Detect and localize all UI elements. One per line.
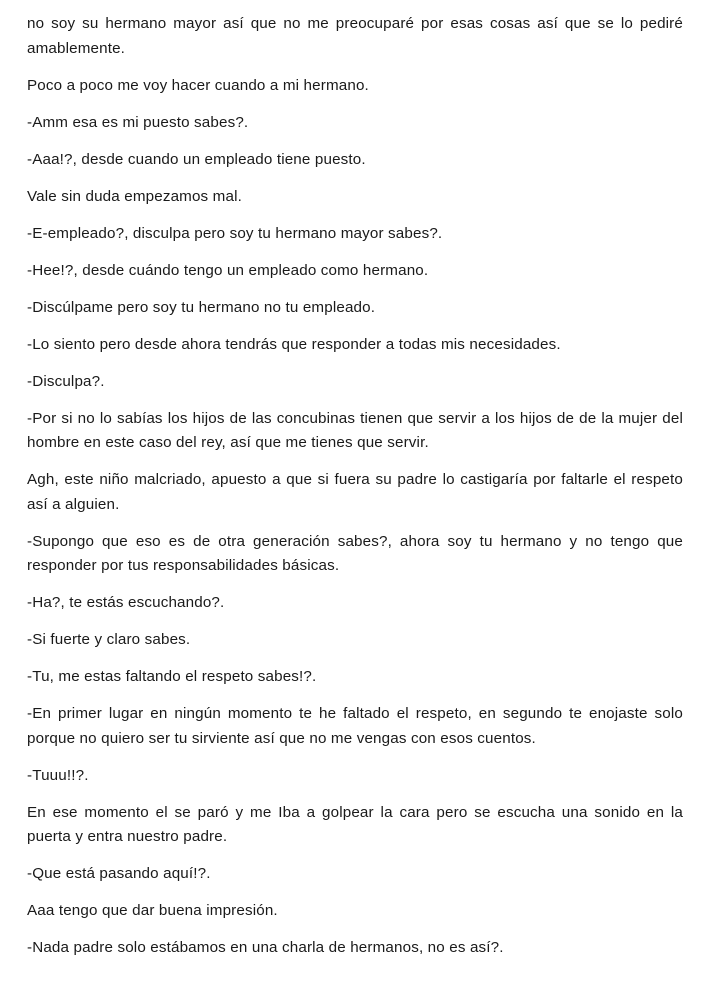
paragraph-22: -Nada padre solo estábamos en una charla de hermanos, no es así?.: [27, 939, 504, 956]
paragraph-9: -Lo siento pero desde ahora tendrás que responder a todas mis necesidades.: [27, 335, 561, 353]
paragraph-6: -E-empleado?, disculpa pero soy tu hermano mayor sabes?.: [27, 224, 443, 242]
paragraph-8: -Discúlpame pero soy tu hermano no tu empleado.: [27, 298, 376, 316]
paragraph-1: no soy su hermano mayor así que no me preocuparé por esas cosas así que se lo pediré amablemente.: [27, 15, 683, 57]
paragraph-13: -Supongo que eso es de otra generación sabes?, ahora soy tu hermano y no tengo que responder por tus responsabilidades básicas.: [27, 532, 683, 574]
paragraph-21: Aaa tengo que dar buena impresión.: [27, 902, 278, 919]
paragraph-10: -Disculpa?.: [27, 372, 105, 390]
paragraph-2: Poco a poco me voy hacer cuando a mi hermano.: [27, 76, 369, 94]
paragraph-16: -Tu, me estas faltando el respeto sabes!?.: [27, 668, 317, 685]
paragraph-20: -Que está pasando aquí!?.: [27, 865, 211, 882]
paragraph-4: -Aaa!?, desde cuando un empleado tiene puesto.: [27, 150, 366, 168]
document-page: [27, 12, 683, 973]
paragraph-15: -Si fuerte y claro sabes.: [27, 631, 191, 648]
paragraph-7: -Hee!?, desde cuándo tengo un empleado como hermano.: [27, 261, 429, 279]
paragraph-18: -Tuuu!!?.: [27, 766, 89, 784]
paragraph-19: En ese momento el se paró y me Iba a golpear la cara pero se escucha una sonido en la puerta y entra nuestro padre.: [27, 803, 683, 845]
paragraph-12: Agh, este niño malcriado, apuesto a que si fuera su padre lo castigaría por faltarle el respeto así a alguien.: [27, 471, 683, 513]
paragraph-3: -Amm esa es mi puesto sabes?.: [27, 113, 249, 131]
paragraph-5: Vale sin duda empezamos mal.: [27, 187, 242, 205]
paragraph-17: -En primer lugar en ningún momento te he faltado el respeto, en segundo te enojaste solo porque no quiero ser tu sirviente así que no me vengas con esos cuentos.: [27, 705, 683, 747]
paragraph-14: -Ha?, te estás escuchando?.: [27, 594, 225, 611]
paragraph-11: -Por si no lo sabías los hijos de las concubinas tienen que servir a los hijos de de la mujer del hombre en este caso del rey, así que me tienes que servir.: [27, 409, 683, 451]
